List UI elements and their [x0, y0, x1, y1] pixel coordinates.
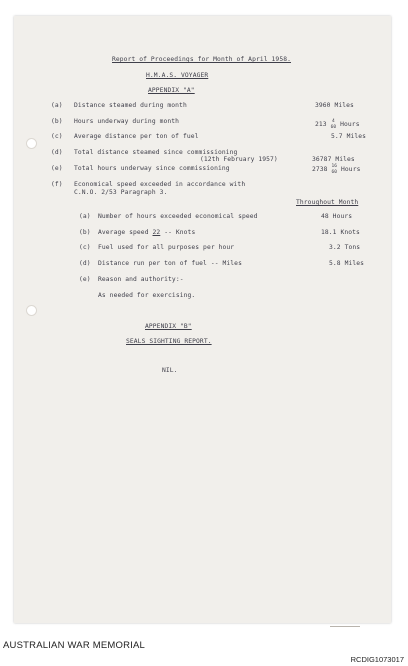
- item-letter: (d): [51, 149, 63, 156]
- fraction-top: 4: [332, 119, 335, 124]
- appendix-b-content: NIL.: [162, 367, 178, 374]
- item-letter: (f): [51, 181, 63, 188]
- fraction: [331, 163, 337, 175]
- item-value: [315, 118, 360, 130]
- item-letter: (d): [79, 260, 91, 267]
- fraction-top: 16: [331, 164, 338, 169]
- item-label: Hours underway during month: [74, 118, 180, 125]
- label-text: Average speed: [98, 229, 149, 236]
- item-letter: (a): [79, 213, 91, 220]
- punch-hole: [26, 305, 37, 316]
- fraction-bottom: 60: [330, 125, 337, 130]
- institution-label: AUSTRALIAN WAR MEMORIAL: [3, 640, 146, 651]
- ship-name: H.M.A.S. VOYAGER: [146, 72, 209, 79]
- item-value: 36787 Miles: [312, 156, 355, 163]
- item-letter: (b): [51, 118, 63, 125]
- punch-hole: [26, 138, 37, 149]
- value-unit: Hours: [341, 166, 361, 173]
- item-letter: (a): [51, 102, 63, 109]
- item-value: 3960 Miles: [315, 102, 354, 109]
- reference-number: RCDIG1073017: [350, 655, 404, 664]
- fraction: [331, 118, 337, 130]
- item-value: 5.7 Miles: [331, 133, 367, 140]
- item-letter: (c): [51, 133, 63, 140]
- fraction-bottom: 60: [331, 170, 338, 175]
- value-number: 2738: [312, 166, 328, 173]
- item-letter: (e): [79, 276, 91, 283]
- appendix-a-heading: APPENDIX "A": [148, 87, 195, 94]
- item-label: Total hours underway since commissioning: [74, 165, 230, 172]
- report-title: Report of Proceedings for Month of April 1958.: [112, 56, 291, 63]
- item-sub: C.N.O. 2/53 Paragraph 3.: [74, 189, 168, 196]
- item-label: Distance steamed during month: [74, 102, 187, 109]
- item-letter: (e): [51, 165, 63, 172]
- item-label: Fuel used for all purposes per hour: [98, 244, 235, 251]
- item-value: 48 Hours: [321, 213, 353, 220]
- speed-value: 22: [152, 229, 161, 236]
- item-label: [98, 229, 195, 236]
- item-value: 18.1 Knots: [321, 229, 360, 236]
- item-letter: (b): [79, 229, 91, 236]
- item-label: Economical speed exceeded in accordance with: [74, 181, 246, 188]
- item-sub: As needed for exercising.: [98, 292, 196, 299]
- item-sub: (12th February 1957): [200, 156, 278, 163]
- item-value: [312, 163, 360, 175]
- item-letter: (c): [79, 244, 91, 251]
- throughout-heading: Throughout Month: [296, 199, 359, 206]
- appendix-b-heading: APPENDIX "B": [145, 323, 192, 330]
- item-label: Reason and authority:-: [98, 276, 184, 283]
- value-number: 213: [315, 121, 327, 128]
- value-unit: Hours: [340, 121, 360, 128]
- item-label: Average distance per ton of fuel: [74, 133, 199, 140]
- item-label: Number of hours exceeded economical speed: [98, 213, 258, 220]
- page-edge-mark: [330, 626, 360, 630]
- label-text: -- Knots: [164, 229, 196, 236]
- item-value: 5.8 Miles: [329, 260, 365, 267]
- item-label: Distance run per ton of fuel -- Miles: [98, 260, 242, 267]
- appendix-b-subtitle: SEALS SIGHTING REPORT.: [126, 338, 212, 345]
- item-label: Total distance steamed since commissioning: [74, 149, 238, 156]
- item-value: 3.2 Tons: [329, 244, 361, 251]
